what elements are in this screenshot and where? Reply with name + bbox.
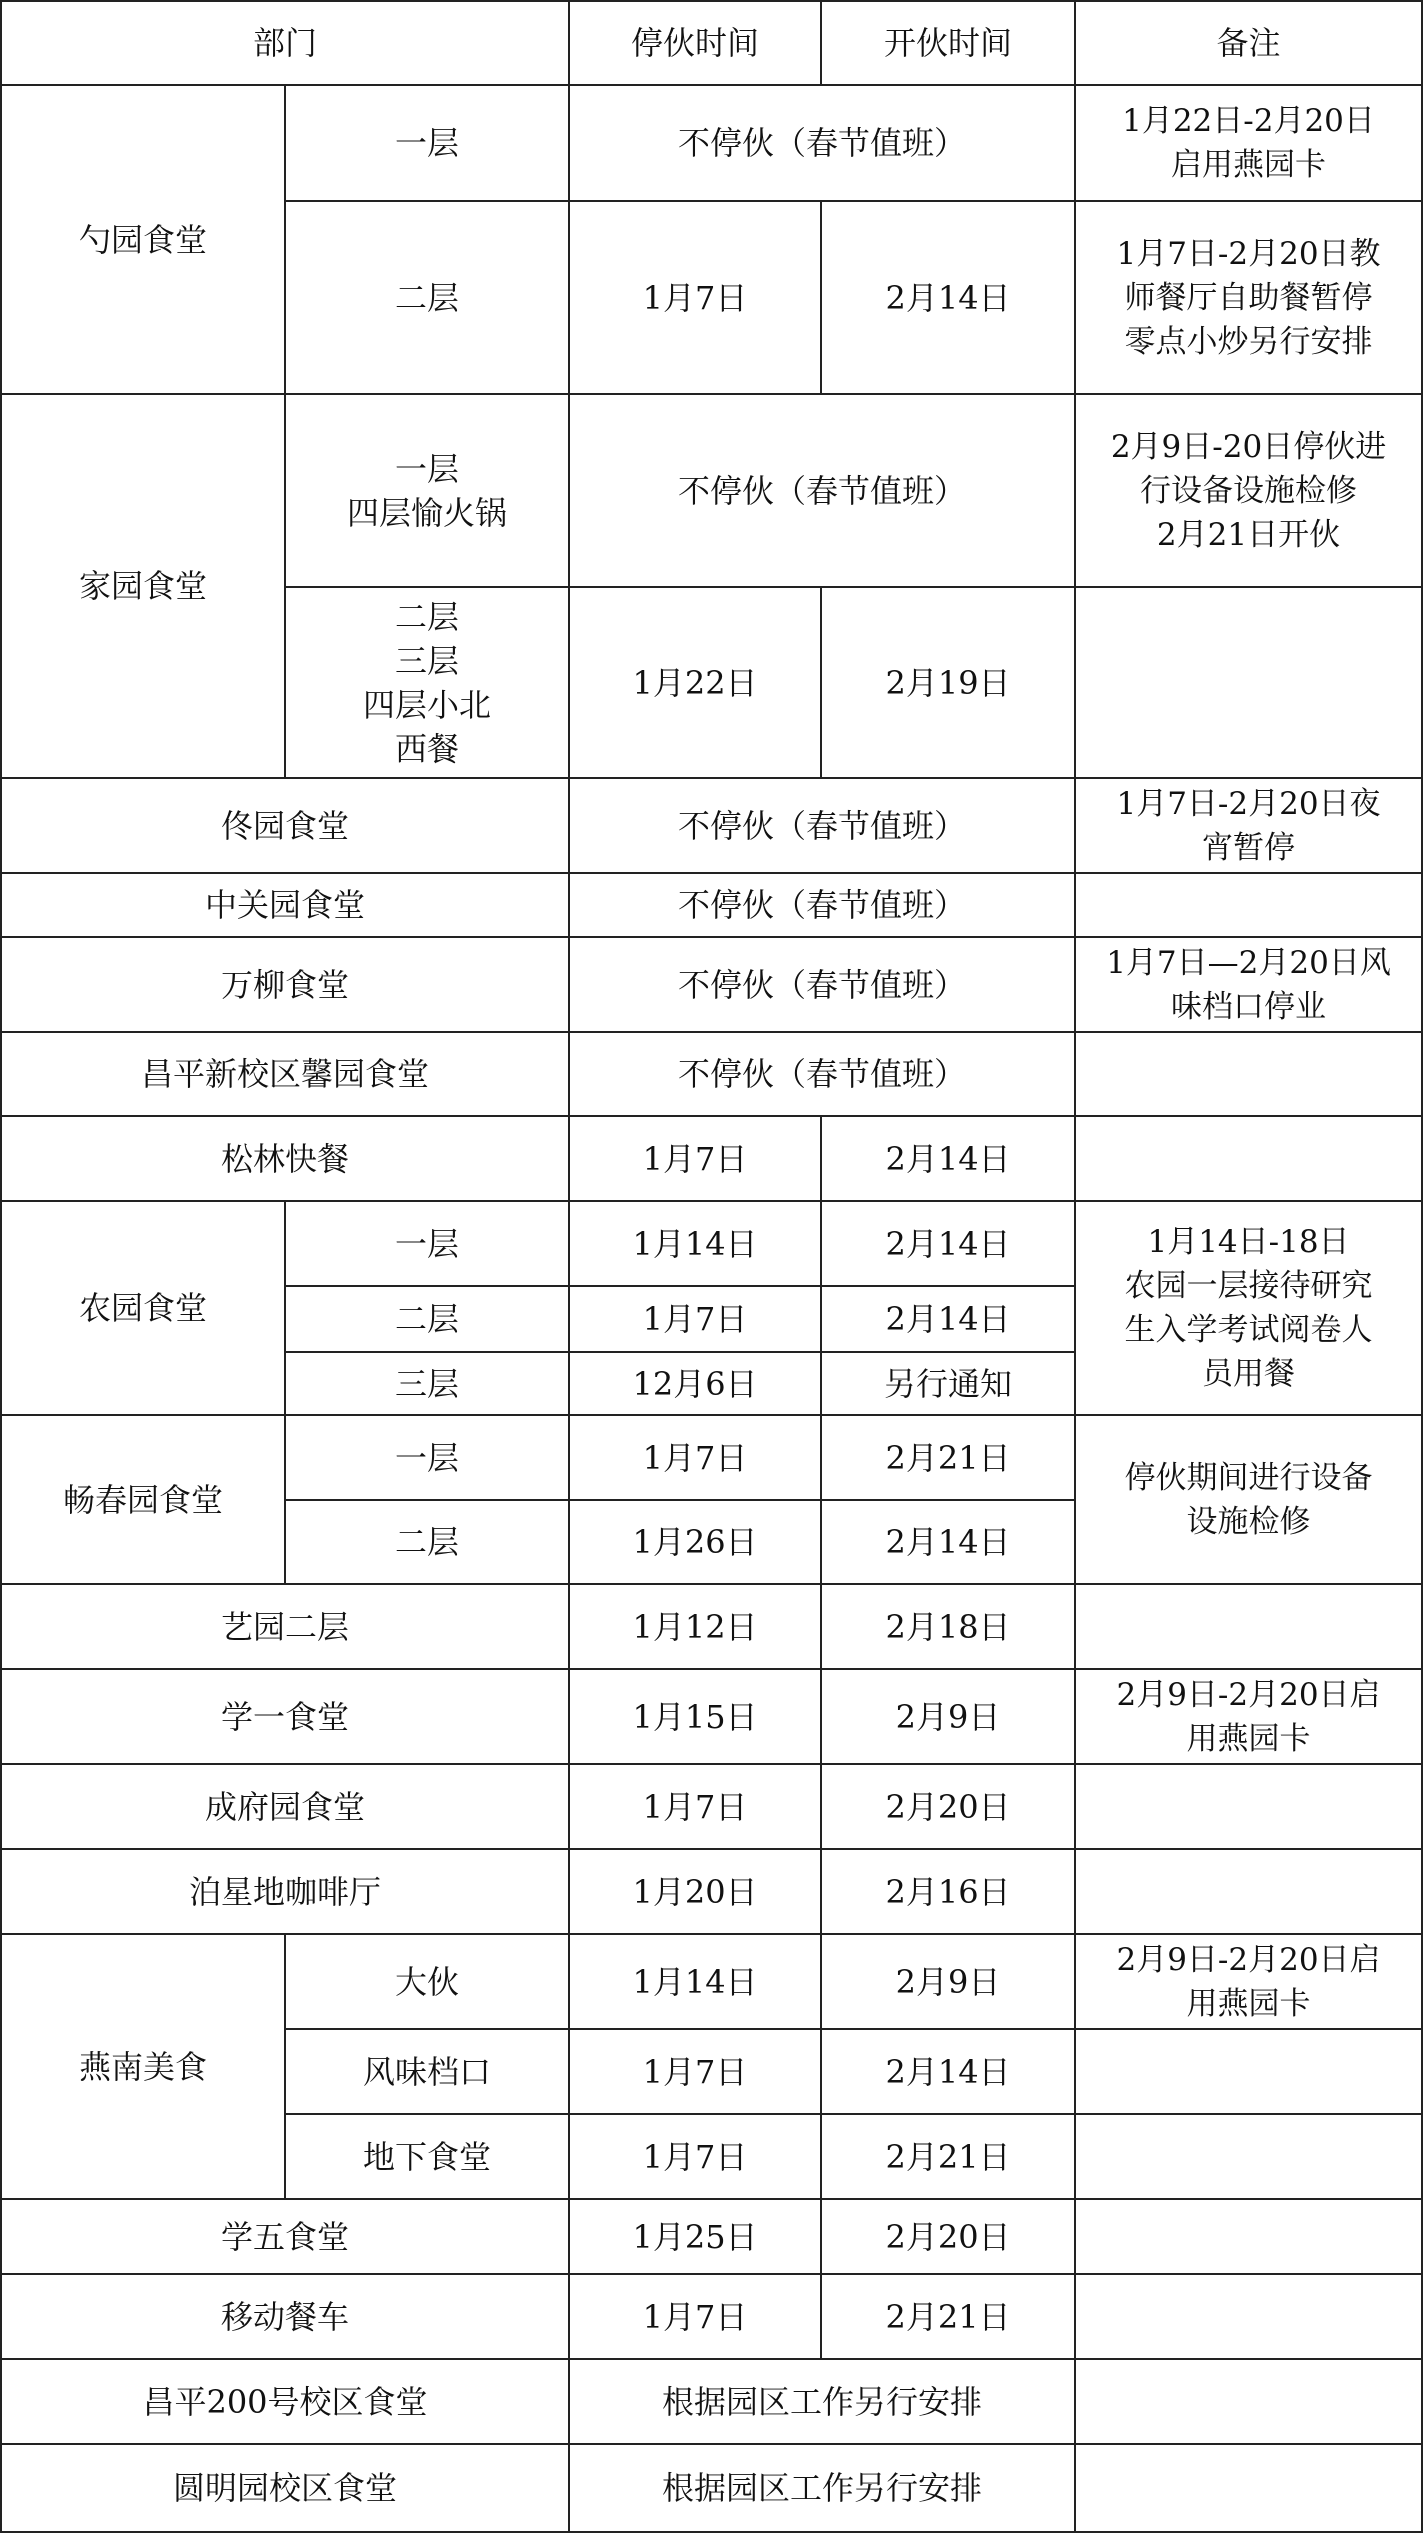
dept-cell: 佟园食堂 bbox=[1, 778, 569, 873]
dept-cell: 学一食堂 bbox=[1, 1669, 569, 1764]
open-time-cell: 2月16日 bbox=[821, 1849, 1075, 1934]
header-open-time: 开伙时间 bbox=[821, 1, 1075, 85]
remark-cell bbox=[1075, 2274, 1422, 2359]
dept-cell: 学五食堂 bbox=[1, 2199, 569, 2274]
open-time-cell: 2月9日 bbox=[821, 1934, 1075, 2029]
stop-time-cell: 不停伙（春节值班） bbox=[569, 873, 1075, 937]
table-row bbox=[1, 1201, 1422, 1286]
table-row bbox=[1, 1032, 1422, 1116]
dept-cell: 家园食堂 bbox=[1, 394, 285, 778]
open-time-cell: 2月14日 bbox=[821, 1201, 1075, 1286]
remark-cell bbox=[1075, 587, 1422, 778]
dept-cell: 圆明园校区食堂 bbox=[1, 2444, 569, 2532]
header-remarks: 备注 bbox=[1075, 1, 1422, 85]
table-row bbox=[1, 937, 1422, 1032]
stop-time-cell: 1月7日 bbox=[569, 1116, 821, 1201]
stop-time-cell: 不停伙（春节值班） bbox=[569, 394, 1075, 587]
open-time-cell: 2月14日 bbox=[821, 201, 1075, 394]
remark-cell bbox=[1075, 2359, 1422, 2444]
sub-dept-cell: 二层 三层 四层小北 西餐 bbox=[285, 587, 569, 778]
dept-cell: 成府园食堂 bbox=[1, 1764, 569, 1849]
remark-cell: 2月9日-2月20日启 用燕园卡 bbox=[1075, 1669, 1422, 1764]
open-time-cell: 另行通知 bbox=[821, 1352, 1075, 1415]
table-row bbox=[1, 1849, 1422, 1934]
open-time-cell: 2月14日 bbox=[821, 1116, 1075, 1201]
stop-time-cell: 不停伙（春节值班） bbox=[569, 778, 1075, 873]
remark-cell: 1月22日-2月20日 启用燕园卡 bbox=[1075, 85, 1422, 201]
open-time-cell: 2月14日 bbox=[821, 1286, 1075, 1352]
dept-cell: 中关园食堂 bbox=[1, 873, 569, 937]
stop-time-cell: 1月26日 bbox=[569, 1500, 821, 1584]
table-row bbox=[1, 1584, 1422, 1669]
dept-cell: 万柳食堂 bbox=[1, 937, 569, 1032]
sub-dept-cell: 二层 bbox=[285, 1500, 569, 1584]
stop-time-cell: 1月7日 bbox=[569, 201, 821, 394]
remark-cell: 1月7日-2月20日夜 宵暂停 bbox=[1075, 778, 1422, 873]
stop-time-cell: 根据园区工作另行安排 bbox=[569, 2359, 1075, 2444]
stop-time-cell: 不停伙（春节值班） bbox=[569, 85, 1075, 201]
stop-time-cell: 1月7日 bbox=[569, 1415, 821, 1500]
remark-cell bbox=[1075, 1116, 1422, 1201]
table-row bbox=[1, 1934, 1422, 2029]
remark-cell bbox=[1075, 1584, 1422, 1669]
stop-time-cell: 1月25日 bbox=[569, 2199, 821, 2274]
stop-time-cell: 1月15日 bbox=[569, 1669, 821, 1764]
table-row bbox=[1, 873, 1422, 937]
stop-time-cell: 1月14日 bbox=[569, 1934, 821, 2029]
table-row bbox=[1, 1415, 1422, 1500]
stop-time-cell: 1月14日 bbox=[569, 1201, 821, 1286]
table-row bbox=[1, 1669, 1422, 1764]
open-time-cell: 2月20日 bbox=[821, 2199, 1075, 2274]
table-row bbox=[1, 778, 1422, 873]
stop-time-cell: 根据园区工作另行安排 bbox=[569, 2444, 1075, 2532]
table-row bbox=[1, 1764, 1422, 1849]
dept-cell: 农园食堂 bbox=[1, 1201, 285, 1415]
sub-dept-cell: 二层 bbox=[285, 1286, 569, 1352]
sub-dept-cell: 大伙 bbox=[285, 1934, 569, 2029]
open-time-cell: 2月19日 bbox=[821, 587, 1075, 778]
sub-dept-cell: 一层 bbox=[285, 1201, 569, 1286]
sub-dept-cell: 一层 bbox=[285, 85, 569, 201]
remark-cell bbox=[1075, 1764, 1422, 1849]
table-row bbox=[1, 2359, 1422, 2444]
table-row bbox=[1, 2199, 1422, 2274]
sub-dept-cell: 二层 bbox=[285, 201, 569, 394]
stop-time-cell: 1月7日 bbox=[569, 2274, 821, 2359]
remark-cell bbox=[1075, 1849, 1422, 1934]
remark-cell bbox=[1075, 1032, 1422, 1116]
stop-time-cell: 1月20日 bbox=[569, 1849, 821, 1934]
sub-dept-cell: 风味档口 bbox=[285, 2029, 569, 2114]
table-row bbox=[1, 394, 1422, 587]
header-department: 部门 bbox=[1, 1, 569, 85]
dept-cell: 昌平新校区馨园食堂 bbox=[1, 1032, 569, 1116]
open-time-cell: 2月14日 bbox=[821, 1500, 1075, 1584]
table-row bbox=[1, 1116, 1422, 1201]
open-time-cell: 2月21日 bbox=[821, 2274, 1075, 2359]
remark-cell: 1月14日-18日 农园一层接待研究 生入学考试阅卷人 员用餐 bbox=[1075, 1201, 1422, 1415]
dept-cell: 艺园二层 bbox=[1, 1584, 569, 1669]
stop-time-cell: 1月12日 bbox=[569, 1584, 821, 1669]
dept-cell: 畅春园食堂 bbox=[1, 1415, 285, 1584]
sub-dept-cell: 地下食堂 bbox=[285, 2114, 569, 2199]
stop-time-cell: 1月7日 bbox=[569, 2114, 821, 2199]
sub-dept-cell: 一层 四层愉火锅 bbox=[285, 394, 569, 587]
stop-time-cell: 1月7日 bbox=[569, 1286, 821, 1352]
table-row bbox=[1, 2274, 1422, 2359]
dept-cell: 松林快餐 bbox=[1, 1116, 569, 1201]
dept-cell: 泊星地咖啡厅 bbox=[1, 1849, 569, 1934]
stop-time-cell: 1月22日 bbox=[569, 587, 821, 778]
header-row bbox=[1, 1, 1422, 85]
open-time-cell: 2月21日 bbox=[821, 2114, 1075, 2199]
table-row bbox=[1, 2444, 1422, 2532]
remark-cell: 2月9日-2月20日启 用燕园卡 bbox=[1075, 1934, 1422, 2029]
open-time-cell: 2月14日 bbox=[821, 2029, 1075, 2114]
sub-dept-cell: 三层 bbox=[285, 1352, 569, 1415]
dept-cell: 燕南美食 bbox=[1, 1934, 285, 2199]
open-time-cell: 2月9日 bbox=[821, 1669, 1075, 1764]
stop-time-cell: 不停伙（春节值班） bbox=[569, 1032, 1075, 1116]
stop-time-cell: 1月7日 bbox=[569, 1764, 821, 1849]
dept-cell: 移动餐车 bbox=[1, 2274, 569, 2359]
remark-cell: 停伙期间进行设备 设施检修 bbox=[1075, 1415, 1422, 1584]
dept-cell: 勺园食堂 bbox=[1, 85, 285, 394]
sub-dept-cell: 一层 bbox=[285, 1415, 569, 1500]
table-row bbox=[1, 85, 1422, 201]
stop-time-cell: 12月6日 bbox=[569, 1352, 821, 1415]
remark-cell: 1月7日—2月20日风 味档口停业 bbox=[1075, 937, 1422, 1032]
dept-cell: 昌平200号校区食堂 bbox=[1, 2359, 569, 2444]
header-stop-time: 停伙时间 bbox=[569, 1, 821, 85]
open-time-cell: 2月21日 bbox=[821, 1415, 1075, 1500]
stop-time-cell: 不停伙（春节值班） bbox=[569, 937, 1075, 1032]
open-time-cell: 2月20日 bbox=[821, 1764, 1075, 1849]
remark-cell bbox=[1075, 2199, 1422, 2274]
remark-cell bbox=[1075, 873, 1422, 937]
remark-cell bbox=[1075, 2444, 1422, 2532]
stop-time-cell: 1月7日 bbox=[569, 2029, 821, 2114]
remark-cell: 1月7日-2月20日教 师餐厅自助餐暂停 零点小炒另行安排 bbox=[1075, 201, 1422, 394]
open-time-cell: 2月18日 bbox=[821, 1584, 1075, 1669]
remark-cell: 2月9日-20日停伙进 行设备设施检修 2月21日开伙 bbox=[1075, 394, 1422, 587]
remark-cell bbox=[1075, 2029, 1422, 2114]
remark-cell bbox=[1075, 2114, 1422, 2199]
